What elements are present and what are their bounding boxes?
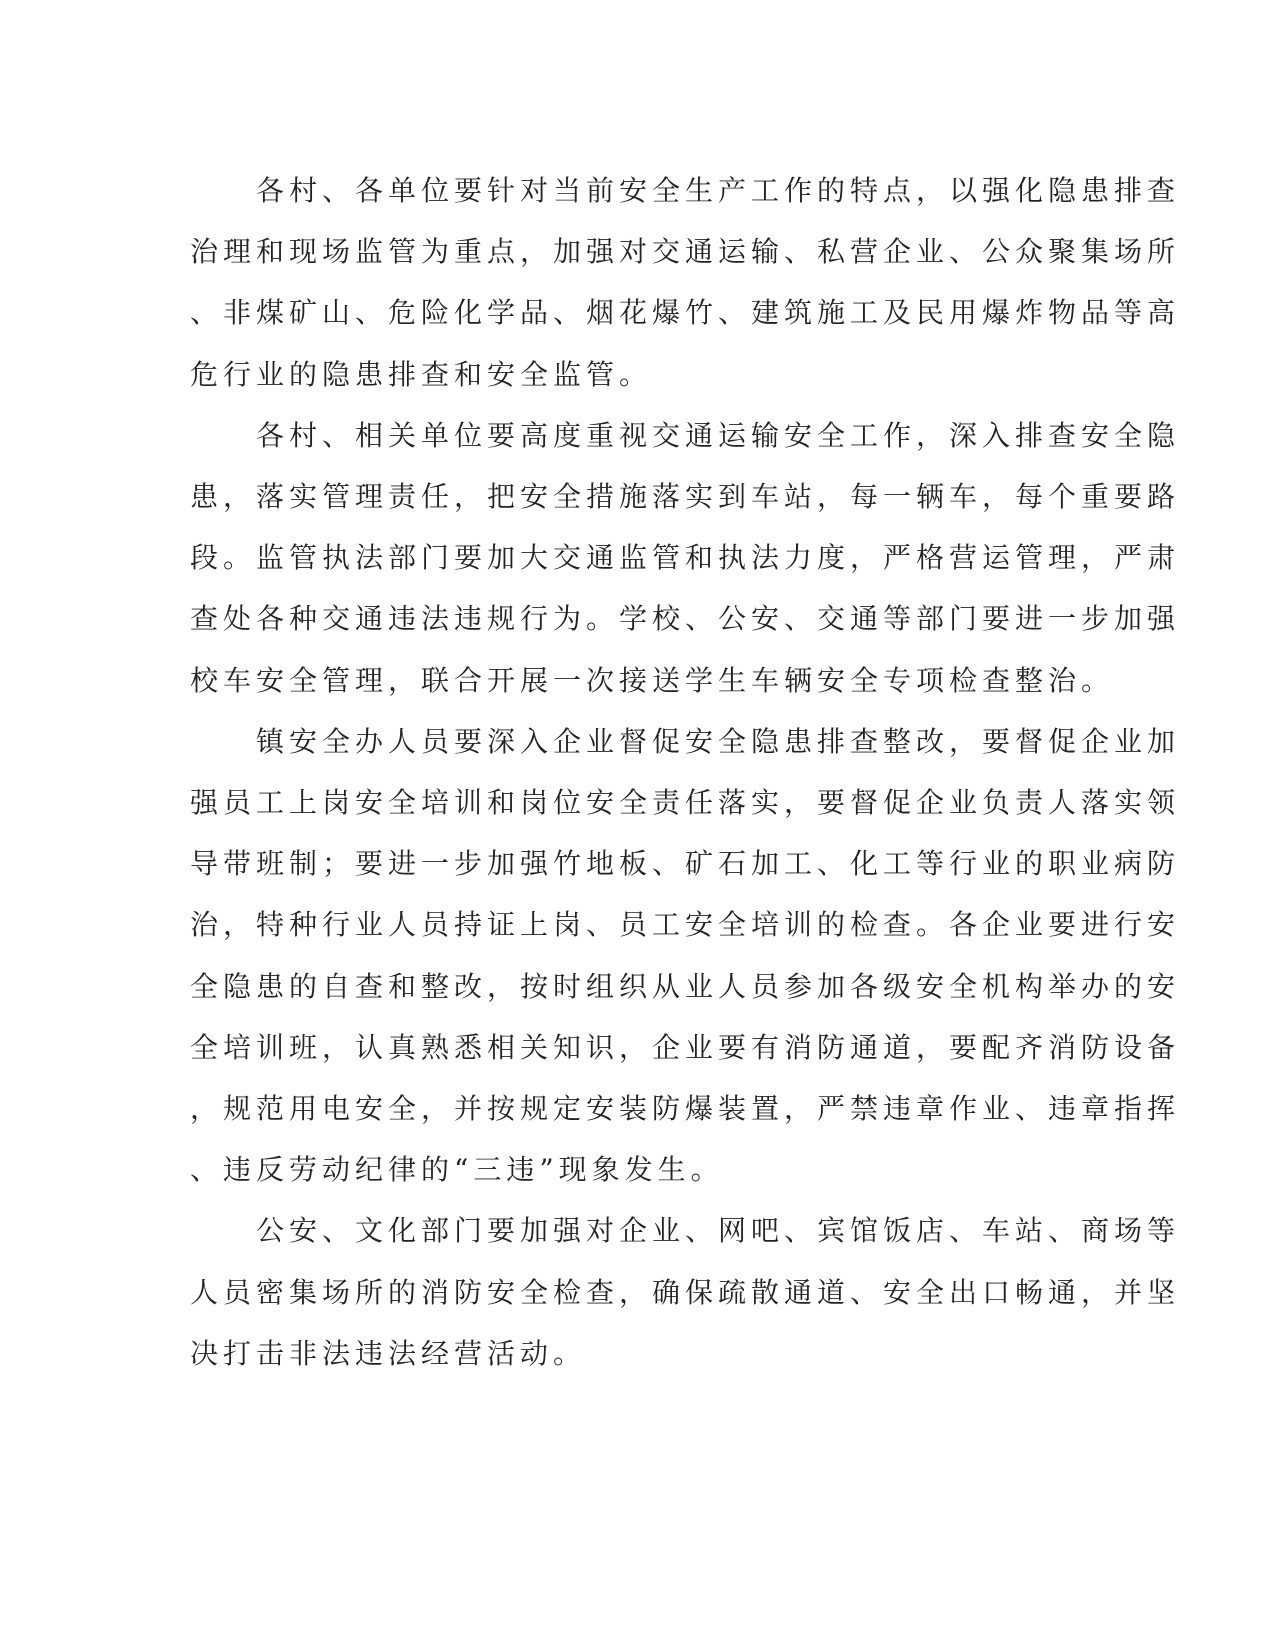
- paragraph-traffic-safety: [190, 405, 1181, 711]
- paragraph-line: 段。监管执法部门要加大交通监管和执法力度，严格营运管理，严肃: [190, 541, 1181, 575]
- paragraph-line: 镇安全办人员要深入企业督促安全隐患排查整改，要督促企业加: [256, 724, 1181, 758]
- paragraph-enterprise-safety: [190, 711, 1181, 1201]
- paragraph-line: 全隐患的自查和整改，按时组织从业人员参加各级安全机构举办的安: [190, 969, 1181, 1003]
- paragraph-line: 查处各种交通违法违规行为。学校、公安、交通等部门要进一步加强: [190, 602, 1181, 636]
- paragraph-line: 公安、文化部门要加强对企业、网吧、宾馆饭店、车站、商场等: [256, 1214, 1181, 1248]
- document-body: [190, 160, 1181, 1384]
- paragraph-line: 治，特种行业人员持证上岗、员工安全培训的检查。各企业要进行安: [190, 908, 1181, 942]
- paragraph-hazard-inspection: [190, 160, 1181, 405]
- paragraph-line: 校车安全管理，联合开展一次接送学生车辆安全专项检查整治。: [190, 663, 1115, 697]
- paragraph-line: 危行业的隐患排查和安全监管。: [190, 357, 653, 391]
- paragraph-line: 决打击非法违法经营活动。: [190, 1336, 587, 1370]
- paragraph-line: 治理和现场监管为重点，加强对交通运输、私营企业、公众聚集场所: [190, 235, 1181, 269]
- paragraph-line: 、违反劳动纪律的“三违”现象发生。: [190, 1153, 724, 1187]
- paragraph-line: 导带班制；要进一步加强竹地板、矿石加工、化工等行业的职业病防: [190, 847, 1181, 881]
- paragraph-line: 强员工上岗安全培训和岗位安全责任落实，要督促企业负责人落实领: [190, 786, 1181, 820]
- paragraph-line: 各村、各单位要针对当前安全生产工作的特点，以强化隐患排查: [256, 174, 1181, 207]
- paragraph-line: 、非煤矿山、危险化学品、烟花爆竹、建筑施工及民用爆炸物品等高: [190, 296, 1181, 330]
- paragraph-line: 患，落实管理责任，把安全措施落实到车站，每一辆车，每个重要路: [190, 480, 1181, 514]
- paragraph-line: 全培训班，认真熟悉相关知识，企业要有消防通道，要配齐消防设备: [190, 1030, 1181, 1064]
- paragraph-line: ，规范用电安全，并按规定安装防爆装置，严禁违章作业、违章指挥: [190, 1092, 1181, 1126]
- paragraph-line: 各村、相关单位要高度重视交通运输安全工作，深入排查安全隐: [256, 418, 1181, 452]
- paragraph-fire-safety: [190, 1200, 1181, 1384]
- paragraph-line: 人员密集场所的消防安全检查，确保疏散通道、安全出口畅通，并坚: [190, 1275, 1181, 1309]
